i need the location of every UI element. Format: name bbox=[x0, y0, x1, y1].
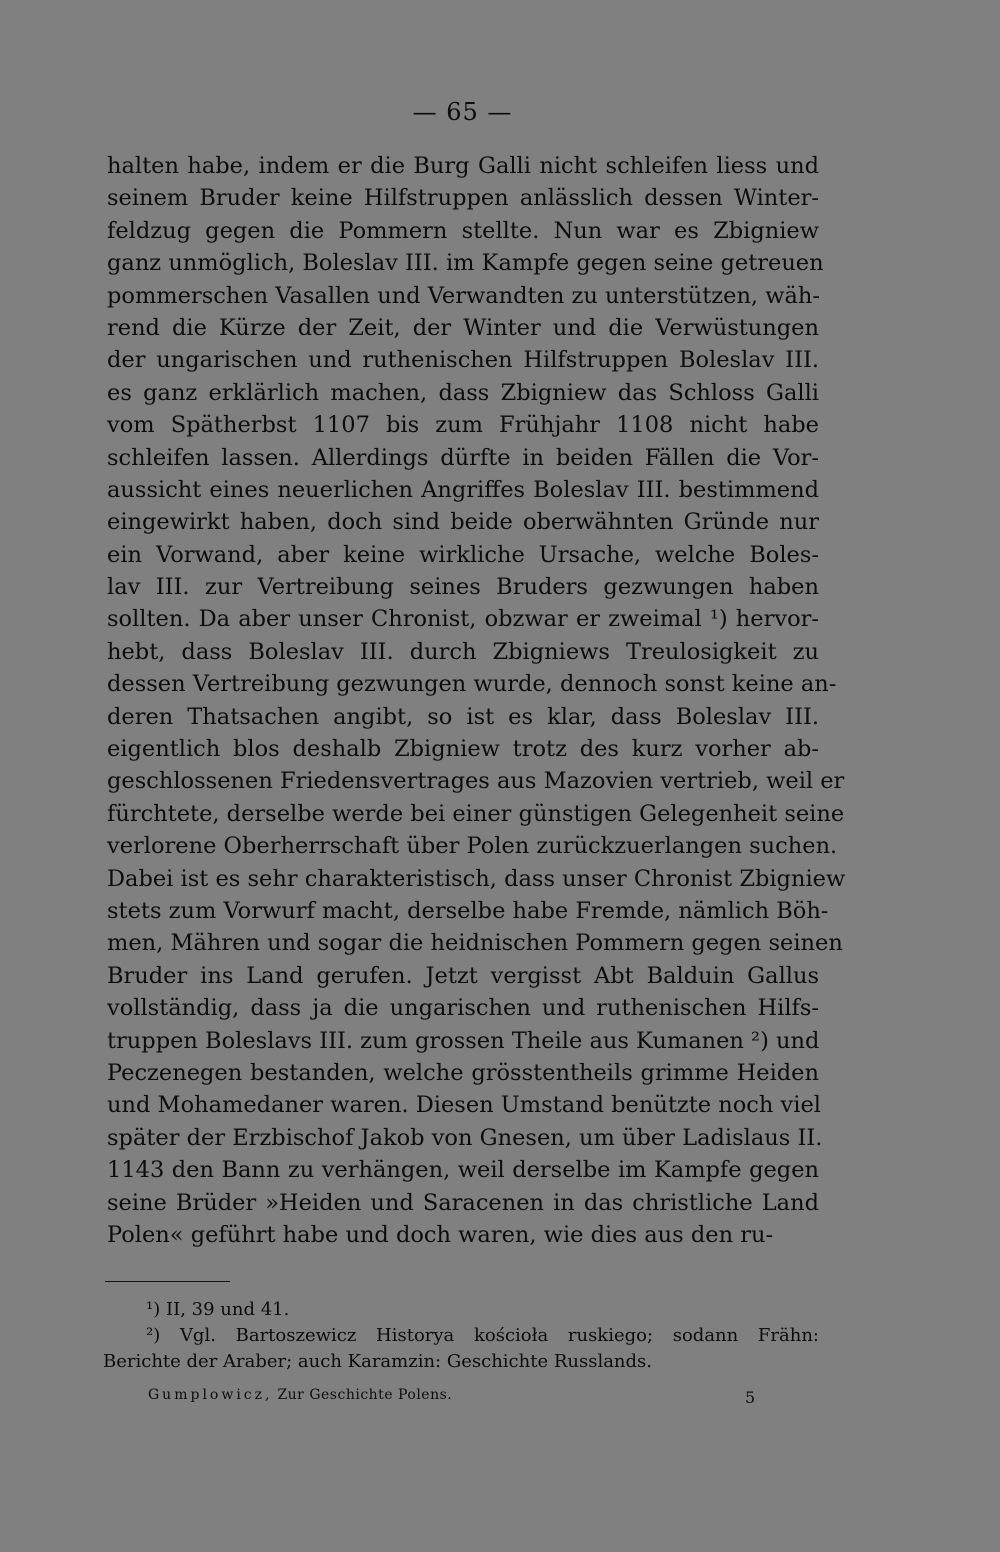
text-line: verlorene Oberherrschaft über Polen zurückzuerlangen suchen. bbox=[107, 833, 838, 860]
text-line: Polen« geführt habe und doch waren, wie dies aus den ru- bbox=[107, 1221, 774, 1248]
footnote-2-continuation-text: Berichte der Araber; auch Karamzin: Geschichte Russlands. bbox=[103, 1351, 653, 1372]
text-line: eingewirkt haben, doch sind beide oberwähnten Gründe nur bbox=[107, 509, 819, 536]
text-line: und Mohamedaner waren. Diesen Umstand benützte noch viel bbox=[107, 1092, 821, 1119]
page-number bbox=[0, 98, 1000, 126]
text-line: pommerschen Vasallen und Verwandten zu unterstützen, wäh- bbox=[107, 282, 821, 309]
footnote-2 bbox=[103, 1323, 819, 1349]
text-line: lav III. zur Vertreibung seines Bruders gezwungen haben bbox=[107, 574, 819, 601]
text-line: hebt, dass Boleslav III. durch Zbigniews Treulosigkeit zu bbox=[107, 638, 819, 665]
signature-sheet-number: 5 bbox=[745, 1388, 756, 1407]
text-line: truppen Boleslavs III. zum grossen Theile aus Kumanen ²) und bbox=[107, 1027, 820, 1054]
footnote-1-marker: ¹) bbox=[146, 1299, 161, 1320]
footnote-2-continuation bbox=[103, 1349, 819, 1375]
signature-title: Zur Geschichte Polens. bbox=[277, 1387, 453, 1403]
body-text bbox=[107, 150, 846, 1251]
text-line: schleifen lassen. Allerdings dürfte in beiden Fällen die Vor- bbox=[107, 444, 819, 471]
footnotes bbox=[103, 1297, 819, 1375]
footnote-1 bbox=[103, 1297, 819, 1323]
footnote-divider bbox=[105, 1281, 230, 1282]
text-line: seinem Bruder keine Hilfstruppen anlässlich dessen Winter- bbox=[107, 185, 819, 212]
text-line: fürchtete, derselbe werde bei einer günstigen Gelegenheit seine bbox=[107, 800, 845, 827]
text-line: ganz unmöglich, Boleslav III. im Kampfe gegen seine getreuen bbox=[107, 250, 824, 277]
footnote-2-text: Vgl. Bartoszewicz Historya kościoła ruskiego; sodann Frähn: bbox=[179, 1325, 819, 1346]
text-line: vollständig, dass ja die ungarischen und ruthenischen Hilfs- bbox=[107, 995, 819, 1022]
text-line: sollten. Da aber unser Chronist, obzwar er zweimal ¹) hervor- bbox=[107, 606, 819, 633]
text-line: deren Thatsachen angibt, so ist es klar, dass Boleslav III. bbox=[107, 703, 819, 730]
text-line: später der Erzbischof Jakob von Gnesen, um über Ladislaus II. bbox=[107, 1124, 823, 1151]
text-line: aussicht eines neuerlichen Angriffes Boleslav III. bestimmend bbox=[107, 476, 819, 503]
text-line: stets zum Vorwurf macht, derselbe habe Fremde, nämlich Böh- bbox=[107, 897, 829, 924]
text-line: rend die Kürze der Zeit, der Winter und die Verwüstungen bbox=[107, 314, 819, 341]
text-line: halten habe, indem er die Burg Galli nicht schleifen liess und bbox=[107, 153, 819, 179]
footnote-1-text: II, 39 und 41. bbox=[165, 1299, 290, 1320]
page-number-text: — 65 — bbox=[412, 98, 513, 126]
text-line: es ganz erklärlich machen, dass Zbigniew das Schloss Galli bbox=[107, 379, 819, 406]
text-line: der ungarischen und ruthenischen Hilfstruppen Boleslav III. bbox=[107, 347, 819, 374]
text-line: ein Vorwand, aber keine wirkliche Ursache, welche Boles- bbox=[107, 541, 819, 568]
text-line: Bruder ins Land gerufen. Jetzt vergisst Abt Balduin Gallus bbox=[107, 962, 819, 989]
text-line: Peczenegen bestanden, welche grösstentheils grimme Heiden bbox=[107, 1059, 819, 1086]
text-line: men, Mähren und sogar die heidnischen Pommern gegen seinen bbox=[107, 930, 843, 957]
text-line: 1143 den Bann zu verhängen, weil derselbe im Kampfe gegen bbox=[107, 1157, 819, 1184]
text-line: geschlossenen Friedensvertrages aus Mazovien vertrieb, weil er bbox=[107, 768, 845, 795]
text-line: dessen Vertreibung gezwungen wurde, dennoch sonst keine an- bbox=[107, 671, 837, 698]
signature-author: Gumplowicz, bbox=[148, 1387, 273, 1403]
text-line: eigentlich blos deshalb Zbigniew trotz des kurz vorher ab- bbox=[107, 736, 819, 763]
text-line: Dabei ist es sehr charakteristisch, dass unser Chronist Zbigniew bbox=[107, 865, 846, 892]
text-line: vom Spätherbst 1107 bis zum Frühjahr 1108 nicht habe bbox=[107, 412, 819, 439]
text-line: seine Brüder »Heiden und Saracenen in das christliche Land bbox=[107, 1189, 819, 1216]
footnote-2-marker: ²) bbox=[146, 1325, 161, 1346]
text-line: feldzug gegen die Pommern stellte. Nun war es Zbigniew bbox=[107, 217, 819, 244]
printer-signature bbox=[148, 1387, 452, 1403]
